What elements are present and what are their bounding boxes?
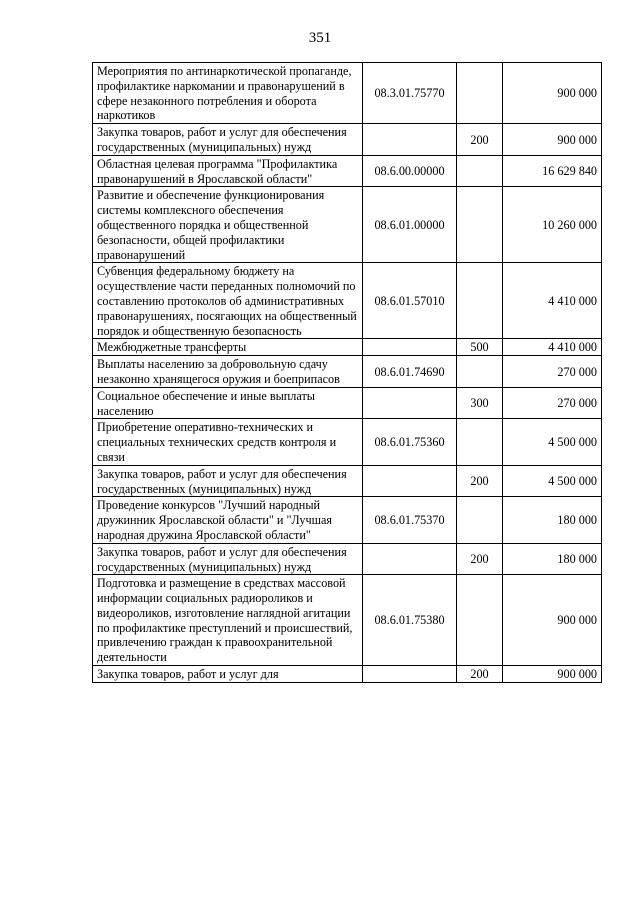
row-name: Закупка товаров, работ и услуг для обеспечения государственных (муниципальных) нужд <box>93 465 363 497</box>
row-sum: 900 000 <box>503 124 602 156</box>
row-name: Социальное обеспечение и иные выплаты населению <box>93 387 363 419</box>
row-code <box>363 666 457 683</box>
row-type <box>457 187 503 263</box>
row-type: 200 <box>457 124 503 156</box>
table-row <box>93 666 602 683</box>
table-row <box>93 339 602 356</box>
table-row <box>93 387 602 419</box>
table-row <box>93 543 602 575</box>
row-type <box>457 356 503 388</box>
table-row <box>93 155 602 187</box>
row-name: Мероприятия по антинаркотической пропаганде, профилактике наркомании и правонарушений в сфере незаконного потребления и оборота наркотиков <box>93 63 363 124</box>
row-code: 08.3.01.75770 <box>363 63 457 124</box>
table-row <box>93 497 602 543</box>
row-type <box>457 263 503 339</box>
budget-table <box>92 62 602 683</box>
row-code: 08.6.01.75360 <box>363 419 457 465</box>
table-row <box>93 263 602 339</box>
page-number: 351 <box>308 30 332 46</box>
row-name: Приобретение оперативно-технических и специальных технических средств контроля и связи <box>93 419 363 465</box>
row-sum: 270 000 <box>503 387 602 419</box>
row-sum: 180 000 <box>503 497 602 543</box>
table-row <box>93 465 602 497</box>
table-row <box>93 124 602 156</box>
row-sum: 900 000 <box>503 666 602 683</box>
row-code: 08.6.01.75370 <box>363 497 457 543</box>
row-sum: 10 260 000 <box>503 187 602 263</box>
row-type: 200 <box>457 666 503 683</box>
row-sum: 4 410 000 <box>503 339 602 356</box>
row-type: 200 <box>457 543 503 575</box>
row-code: 08.6.01.74690 <box>363 356 457 388</box>
row-name: Проведение конкурсов "Лучший народный дружинник Ярославской области" и "Лучшая народная дружина Ярославской области" <box>93 497 363 543</box>
row-sum: 16 629 840 <box>503 155 602 187</box>
table-row <box>93 187 602 263</box>
row-code <box>363 465 457 497</box>
row-name: Закупка товаров, работ и услуг для обеспечения государственных (муниципальных) нужд <box>93 543 363 575</box>
row-name: Развитие и обеспечение функционирования системы комплексного обеспечения общественного порядка и общественной безопасности, общей профилактики правонарушений <box>93 187 363 263</box>
row-code <box>363 543 457 575</box>
row-sum: 900 000 <box>503 575 602 666</box>
table-row <box>93 63 602 124</box>
row-type <box>457 497 503 543</box>
row-name: Субвенция федеральному бюджету на осуществление части переданных полномочий по составлению протоколов об административных правонарушениях, посягающих на общественный порядок и общественную безопасность <box>93 263 363 339</box>
row-code <box>363 124 457 156</box>
row-name: Подготовка и размещение в средствах массовой информации социальных радиороликов и видеороликов, изготовление наглядной агитации по профилактике преступлений и происшествий, привлечению граждан к правоохранительной деятельности <box>93 575 363 666</box>
row-sum: 4 500 000 <box>503 419 602 465</box>
row-sum: 180 000 <box>503 543 602 575</box>
row-sum: 4 500 000 <box>503 465 602 497</box>
row-sum: 900 000 <box>503 63 602 124</box>
row-type <box>457 63 503 124</box>
row-sum: 4 410 000 <box>503 263 602 339</box>
table-row <box>93 419 602 465</box>
row-name: Закупка товаров, работ и услуг для обеспечения государственных (муниципальных) нужд <box>93 124 363 156</box>
row-type <box>457 575 503 666</box>
row-code: 08.6.01.75380 <box>363 575 457 666</box>
row-type: 200 <box>457 465 503 497</box>
row-type: 300 <box>457 387 503 419</box>
table-row <box>93 356 602 388</box>
row-type <box>457 155 503 187</box>
row-code: 08.6.01.57010 <box>363 263 457 339</box>
row-type <box>457 419 503 465</box>
row-sum: 270 000 <box>503 356 602 388</box>
row-name: Закупка товаров, работ и услуг для <box>93 666 363 683</box>
row-name: Выплаты населению за добровольную сдачу незаконно хранящегося оружия и боеприпасов <box>93 356 363 388</box>
row-code <box>363 387 457 419</box>
row-type: 500 <box>457 339 503 356</box>
row-code: 08.6.00.00000 <box>363 155 457 187</box>
row-name: Межбюджетные трансферты <box>93 339 363 356</box>
row-code <box>363 339 457 356</box>
row-code: 08.6.01.00000 <box>363 187 457 263</box>
row-name: Областная целевая программа "Профилактика правонарушений в Ярославской области" <box>93 155 363 187</box>
table-row <box>93 575 602 666</box>
